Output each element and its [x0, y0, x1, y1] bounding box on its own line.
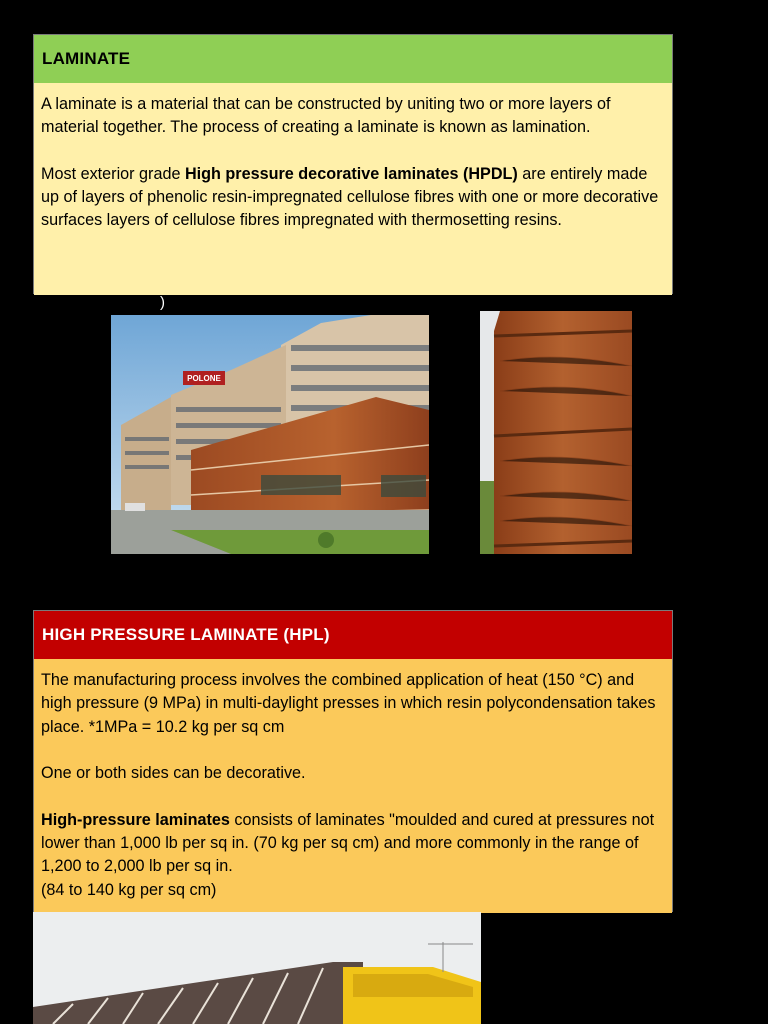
- laminate-body: [34, 83, 672, 295]
- hpl-term: High-pressure laminates: [41, 810, 230, 829]
- building-sign: POLONE: [187, 374, 221, 383]
- hpl-decorative-paragraph: One or both sides can be decorative.: [41, 764, 306, 783]
- hpl-process-paragraph: The manufacturing process involves the combined application of heat (150 °C) and high pressure (9 MPa) in multi-daylight presses in which resin polycondensation takes place. *1MPa = 10.2 kg per sq cm: [41, 671, 656, 736]
- hpl-pressure-metric: (84 to 140 kg per sq cm): [41, 880, 217, 899]
- hpl-section: [33, 610, 673, 912]
- hpl-body: [34, 659, 672, 913]
- building-photo: [111, 315, 429, 554]
- laminate-definition: A laminate is a material that can be constructed by uniting two or more layers of material together. The process of creating a laminate is known as lamination.: [41, 95, 611, 137]
- hpdl-intro: Most exterior grade: [41, 164, 185, 183]
- facade-photo: [33, 912, 481, 1024]
- wood-panel-photo: [480, 311, 632, 554]
- hpl-pressure-paragraph: [41, 809, 665, 902]
- laminate-hpdl-paragraph: [41, 163, 665, 233]
- hpl-heading: HIGH PRESSURE LAMINATE (HPL): [34, 611, 672, 659]
- hpdl-term: High pressure decorative laminates (HPDL): [184, 164, 518, 183]
- hpdl-description: are entirely made up of layers of phenolic resin-impregnated cellulose fibres with one or more decorative surfaces layers of cellulose fibres impregnated with thermosetting resins.: [41, 164, 659, 230]
- laminate-section: [33, 34, 673, 294]
- laminate-heading: LAMINATE: [34, 35, 672, 83]
- hpl-pressure-text: consists of laminates "moulded and cured at pressures not lower than 1,000 lb per sq in. (70 kg per sq cm) and more commonly in the range of 1,200 to 2,000 lb per sq in.: [41, 810, 655, 876]
- stray-mark: ): [160, 294, 165, 311]
